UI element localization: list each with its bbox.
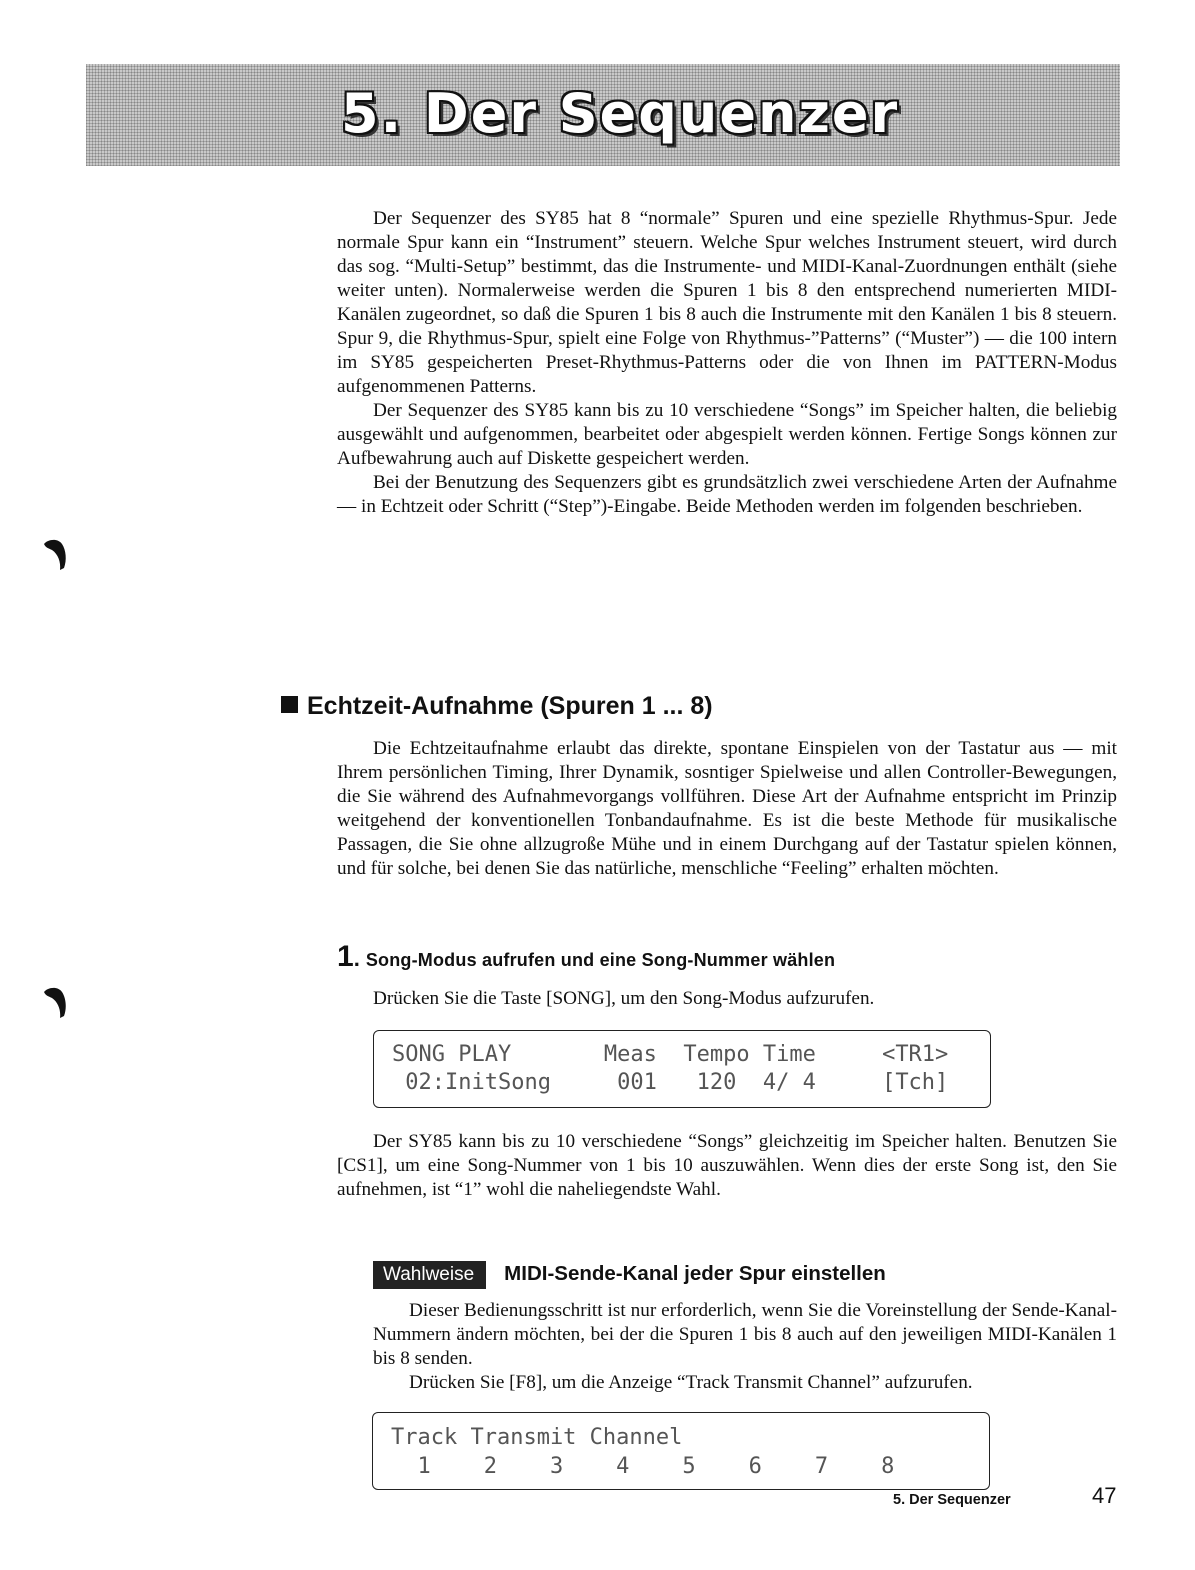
optional-step-heading <box>373 1261 886 1289</box>
lcd-line-1: Track Transmit Channel <box>391 1425 683 1450</box>
step-number: 1 <box>337 940 354 973</box>
intro-paragraph-3: Bei der Benutzung des Sequenzers gibt es grundsätzlich zwei verschiedene Arten der Aufnahme — in Echtzeit oder Schritt (“Step”)-Eingabe. Beide Methoden werden im folgenden beschrieben. <box>337 472 1117 517</box>
optional-badge: Wahlweise <box>373 1261 486 1289</box>
lcd-line-2: 1 2 3 4 5 6 7 8 <box>391 1454 895 1479</box>
page-number: 47 <box>1092 1483 1117 1508</box>
chapter-title: 5. Der Sequenzer <box>341 82 900 145</box>
heading-square-icon <box>281 696 298 713</box>
lcd-line-1: SONG PLAY Meas Tempo Time <TR1> <box>392 1042 949 1067</box>
intro-paragraph-1: Der Sequenzer des SY85 hat 8 “normale” Spuren und eine spezielle Rhythmus-Spur. Jede normale Spur kann ein “Instrument” steuern. Welche Spur welches Instrument steuert, wird durch das sog. “Multi-Setup” bestimmt, das die Instrumente- und MIDI-Kanal-Zuordnungen enthält (siehe weiter unten). Normalerweise werden die Spuren 1 bis 8 den entsprechend numerierten MIDI-Kanälen zugeordnet, so daß die Spuren 1 bis 8 auch die Instrumente mit den Kanälen 1 bis 8 steuern. Spur 9, die Rhythmus-Spur, spielt eine Folge von Rhythmus-”Patterns” (“Muster”) — die 100 intern im SY85 gespeicherten Preset-Rhythmus-Patterns oder die von Ihnen im PATTERN-Modus aufgenommenen Patterns. <box>337 208 1117 397</box>
lcd-line-2: 02:InitSong 001 120 4/ 4 [Tch] <box>392 1070 949 1095</box>
intro-paragraph-2: Der Sequenzer des SY85 kann bis zu 10 verschiedene “Songs” im Speicher halten, die beliebig ausgewählt und aufgenommen, bearbeitet oder abgespielt werden können. Fertige Songs können zur Aufbewahrung auch auf Diskette gespeichert werden. <box>337 400 1117 469</box>
optional-paragraph-2: Drücken Sie [F8], um die Anzeige “Track Transmit Channel” aufzurufen. <box>409 1372 973 1393</box>
song-memory-text <box>337 1130 1117 1202</box>
chapter-banner <box>86 64 1120 166</box>
footer-chapter: 5. Der Sequenzer <box>893 1492 1011 1508</box>
optional-text <box>373 1299 1117 1395</box>
step-1-instruction: Drücken Sie die Taste [SONG], um den Song-Modus aufzurufen. <box>373 988 875 1009</box>
step-1-text <box>337 987 1117 1011</box>
margin-bullet-icon <box>42 986 70 1020</box>
margin-bullet-icon <box>42 538 70 572</box>
section-heading-text: Echtzeit-Aufnahme (Spuren 1 ... 8) <box>307 692 713 720</box>
optional-paragraph-1: Dieser Bedienungsschritt ist nur erforderlich, wenn Sie die Voreinstellung der Sende-Kanal-Nummern ändern möchten, bei der die Spuren 1 bis 8 auch auf den jeweiligen MIDI-Kanälen 1 bis 8 senden. <box>373 1300 1117 1369</box>
step-1-heading <box>337 940 835 974</box>
lcd-track-transmit-channel <box>372 1412 990 1490</box>
section-text <box>337 737 1117 881</box>
intro-text <box>337 207 1117 519</box>
section-heading <box>281 690 713 722</box>
section-paragraph: Die Echtzeitaufnahme erlaubt das direkte, spontane Einspielen von der Tastatur aus — mit Ihrem persönlichen Timing, Ihrer Dynamik, sosntiger Spielweise und allen Controller-Bewegungen, die Sie während des Aufnahmevorgangs vollführen. Diese Art der Aufnahme entspricht im Prinzip weitgehend der konventionellen Tonbandaufnahme. Es ist die beste Methode für musikalische Passagen, die Sie ohne allzugroße Mühe und in einem Durchgang auf der Tastatur spielen können, und für solche, bei denen Sie das natürliche, menschliche “Feeling” erhalten möchten. <box>337 738 1117 879</box>
step-title: Song-Modus aufrufen und eine Song-Nummer wählen <box>365 950 836 970</box>
lcd-song-play <box>373 1030 991 1108</box>
optional-title: MIDI-Sende-Kanal jeder Spur einstellen <box>504 1262 886 1285</box>
step-dot: . <box>353 946 360 971</box>
song-memory-paragraph: Der SY85 kann bis zu 10 verschiedene “Songs” gleichzeitig im Speicher halten. Benutzen Sie [CS1], um eine Song-Nummer von 1 bis 10 auszuwählen. Wenn dies der erste Song ist, den Sie aufnehmen, ist “1” wohl die naheliegendste Wahl. <box>337 1131 1117 1200</box>
